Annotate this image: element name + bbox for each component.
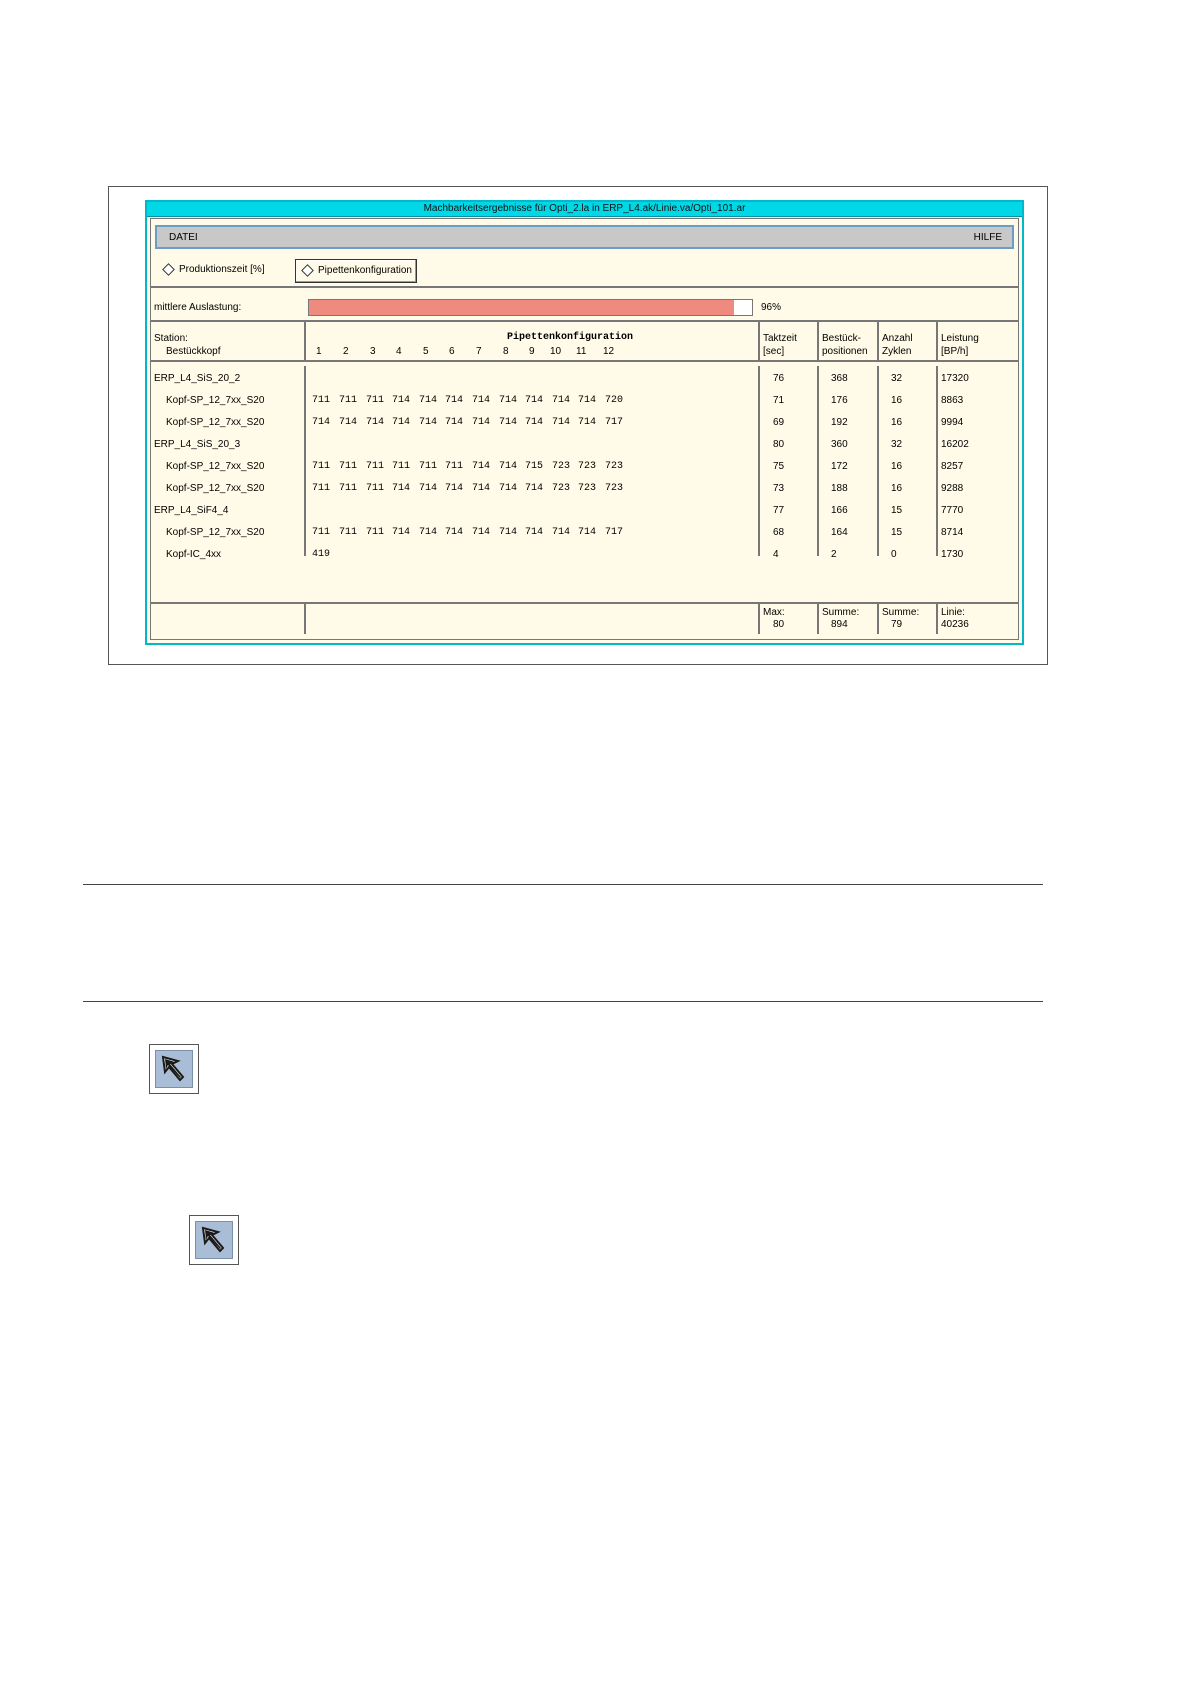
head-name: Kopf-SP_12_7xx_S20 <box>166 483 265 494</box>
head-name: Kopf-SP_12_7xx_S20 <box>166 417 265 428</box>
head-name: Kopf-SP_12_7xx_S20 <box>166 461 265 472</box>
col-sep <box>877 602 879 634</box>
cycles-cell: 15 <box>891 505 903 516</box>
placements-cell: 188 <box>831 483 848 494</box>
view-options <box>151 257 1018 283</box>
col-sep <box>758 602 760 634</box>
pipette-cell: 711 <box>366 461 385 472</box>
col-sep <box>304 320 306 360</box>
header-placements-2: positionen <box>822 346 868 357</box>
pipette-number: 7 <box>476 346 482 357</box>
pipette-cell: 714 <box>472 483 491 494</box>
option-pipette-config[interactable] <box>295 259 417 283</box>
placements-cell: 176 <box>831 395 848 406</box>
cycle-time-cell: 68 <box>773 527 785 538</box>
pipette-cell: 714 <box>419 417 438 428</box>
cycles-cell: 32 <box>891 439 903 450</box>
divider <box>151 602 1018 604</box>
pipette-number: 1 <box>316 346 322 357</box>
station-name: ERP_L4_SiF4_4 <box>154 505 229 516</box>
pipette-cell: 717 <box>605 527 624 538</box>
col-sep <box>304 602 306 634</box>
col-sep <box>936 320 938 360</box>
header-performance-unit: [BP/h] <box>941 346 969 357</box>
table-row[interactable] <box>151 435 1018 457</box>
radio-selected-icon <box>301 264 314 277</box>
placements-cell: 368 <box>831 373 848 384</box>
header-station: Station: <box>154 333 188 344</box>
performance-cell: 9994 <box>941 417 964 428</box>
pipette-cell: 711 <box>366 527 385 538</box>
pipette-cell: 714 <box>419 483 438 494</box>
pipette-cell: 714 <box>499 417 518 428</box>
pipette-cell: 714 <box>552 395 571 406</box>
pipette-cell: 714 <box>339 417 358 428</box>
pipette-cell: 711 <box>312 527 331 538</box>
pipette-cell: 714 <box>499 395 518 406</box>
col-sep <box>936 602 938 634</box>
pipette-cell: 711 <box>312 483 331 494</box>
pipette-cell: 714 <box>552 417 571 428</box>
pipette-cell: 714 <box>472 527 491 538</box>
footer-sum-cycles-label: Summe: <box>882 607 920 618</box>
radio-icon <box>162 263 175 276</box>
pipette-cell: 717 <box>605 417 624 428</box>
header-placements: Bestück- <box>822 333 861 344</box>
table-row[interactable] <box>151 545 1018 567</box>
footer-max-value: 80 <box>773 619 785 630</box>
utilization-value: 96% <box>761 302 782 313</box>
head-name: Kopf-IC_4xx <box>166 549 222 560</box>
footer-line-value: 40236 <box>941 619 969 630</box>
placements-cell: 166 <box>831 505 848 516</box>
table-row[interactable] <box>151 457 1018 479</box>
pipette-cell: 711 <box>312 461 331 472</box>
results-window <box>145 200 1024 645</box>
pipette-number: 4 <box>396 346 402 357</box>
header-cycles: Anzahl <box>882 333 913 344</box>
performance-cell: 1730 <box>941 549 964 560</box>
pointer-icon <box>149 1044 199 1094</box>
pipette-cell: 723 <box>552 461 571 472</box>
pipette-cell: 714 <box>392 527 411 538</box>
footer-max-label: Max: <box>763 607 785 618</box>
table-row[interactable] <box>151 391 1018 413</box>
cycle-time-cell: 75 <box>773 461 785 472</box>
pipette-cell: 711 <box>445 461 464 472</box>
page-rule <box>83 884 1043 885</box>
col-sep <box>877 320 879 360</box>
cycle-time-cell: 73 <box>773 483 785 494</box>
pipette-cell: 714 <box>392 417 411 428</box>
pipette-cell: 723 <box>552 483 571 494</box>
cycles-cell: 16 <box>891 461 903 472</box>
header-pipette-title: Pipettenkonfiguration <box>507 332 634 343</box>
station-name: ERP_L4_SiS_20_2 <box>154 373 241 384</box>
footer-sum-bp-label: Summe: <box>822 607 860 618</box>
pipette-number: 12 <box>603 346 615 357</box>
table-row[interactable] <box>151 501 1018 523</box>
divider <box>151 360 1018 362</box>
pipette-cell: 714 <box>578 527 597 538</box>
option-pipette-config-label: Pipettenkonfiguration <box>318 265 412 276</box>
placements-cell: 360 <box>831 439 848 450</box>
pipette-cell: 720 <box>605 395 624 406</box>
footer-sum-cycles-value: 79 <box>891 619 903 630</box>
menu-bar <box>155 225 1014 249</box>
cycle-time-cell: 71 <box>773 395 785 406</box>
cycle-time-cell: 77 <box>773 505 785 516</box>
cycles-cell: 15 <box>891 527 903 538</box>
pipette-cell: 711 <box>339 461 358 472</box>
pipette-number: 6 <box>449 346 455 357</box>
pipette-cell: 711 <box>339 395 358 406</box>
page-rule <box>83 1001 1043 1002</box>
menu-file[interactable]: DATEI <box>169 232 198 243</box>
pipette-number: 3 <box>370 346 376 357</box>
station-name: ERP_L4_SiS_20_3 <box>154 439 241 450</box>
pipette-cell: 714 <box>525 483 544 494</box>
col-sep <box>817 602 819 634</box>
divider <box>151 286 1018 288</box>
pipette-cell: 714 <box>499 527 518 538</box>
pipette-cell: 714 <box>472 417 491 428</box>
performance-cell: 9288 <box>941 483 964 494</box>
utilization-label: mittlere Auslastung: <box>154 302 242 313</box>
pipette-cell: 714 <box>312 417 331 428</box>
pipette-cell: 714 <box>445 395 464 406</box>
col-sep <box>817 320 819 360</box>
header-cycles-2: Zyklen <box>882 346 912 357</box>
table-row[interactable] <box>151 413 1018 435</box>
performance-cell: 8714 <box>941 527 964 538</box>
pipette-cell: 714 <box>445 417 464 428</box>
header-cycle-time-unit: [sec] <box>763 346 785 357</box>
option-production-time-label: Produktionszeit [%] <box>179 264 265 275</box>
cycles-cell: 16 <box>891 483 903 494</box>
pipette-cell: 714 <box>472 395 491 406</box>
pipette-cell: 714 <box>525 417 544 428</box>
performance-cell: 7770 <box>941 505 964 516</box>
cycles-cell: 16 <box>891 395 903 406</box>
placements-cell: 192 <box>831 417 848 428</box>
cycles-cell: 32 <box>891 373 903 384</box>
head-name: Kopf-SP_12_7xx_S20 <box>166 527 265 538</box>
pipette-cell: 714 <box>499 483 518 494</box>
option-production-time[interactable] <box>157 259 269 281</box>
pipette-cell: 714 <box>472 461 491 472</box>
pipette-cell: 711 <box>366 483 385 494</box>
pipette-cell: 714 <box>419 395 438 406</box>
menu-help[interactable]: HILFE <box>973 232 1002 243</box>
placements-cell: 164 <box>831 527 848 538</box>
pipette-cell: 723 <box>578 461 597 472</box>
divider <box>151 320 1018 322</box>
pipette-cell: 711 <box>339 527 358 538</box>
pointer-icon <box>189 1215 239 1265</box>
pipette-cell: 714 <box>525 395 544 406</box>
table-row[interactable] <box>151 369 1018 391</box>
cycle-time-cell: 80 <box>773 439 785 450</box>
utilization-bar <box>308 299 753 316</box>
pipette-cell: 715 <box>525 461 544 472</box>
head-name: Kopf-SP_12_7xx_S20 <box>166 395 265 406</box>
placements-cell: 2 <box>831 549 837 560</box>
pipette-number: 2 <box>343 346 349 357</box>
performance-cell: 16202 <box>941 439 969 450</box>
window-body <box>150 218 1019 640</box>
performance-cell: 17320 <box>941 373 969 384</box>
pipette-number: 9 <box>529 346 535 357</box>
pipette-cell: 711 <box>392 461 411 472</box>
cycles-cell: 0 <box>891 549 897 560</box>
performance-cell: 8863 <box>941 395 964 406</box>
pipette-cell: 419 <box>312 549 331 560</box>
cycle-time-cell: 76 <box>773 373 785 384</box>
pipette-cell: 711 <box>339 483 358 494</box>
table-row[interactable] <box>151 523 1018 545</box>
table-row[interactable] <box>151 479 1018 501</box>
header-cycle-time: Taktzeit <box>763 333 797 344</box>
pipette-cell: 714 <box>499 461 518 472</box>
pipette-cell: 714 <box>445 483 464 494</box>
col-sep <box>758 320 760 360</box>
pipette-cell: 714 <box>578 417 597 428</box>
performance-cell: 8257 <box>941 461 964 472</box>
pipette-cell: 714 <box>419 527 438 538</box>
pipette-cell: 714 <box>392 395 411 406</box>
pipette-cell: 714 <box>445 527 464 538</box>
pipette-cell: 714 <box>552 527 571 538</box>
footer-sum-bp-value: 894 <box>831 619 848 630</box>
cycles-cell: 16 <box>891 417 903 428</box>
pipette-cell: 714 <box>578 395 597 406</box>
pipette-cell: 711 <box>419 461 438 472</box>
header-performance: Leistung <box>941 333 979 344</box>
footer-line-label: Linie: <box>941 607 965 618</box>
pipette-cell: 714 <box>525 527 544 538</box>
pipette-cell: 723 <box>605 483 624 494</box>
pipette-cell: 711 <box>312 395 331 406</box>
cycle-time-cell: 69 <box>773 417 785 428</box>
pipette-number: 11 <box>576 346 587 357</box>
pipette-cell: 714 <box>392 483 411 494</box>
pipette-number: 10 <box>550 346 562 357</box>
pipette-cell: 723 <box>605 461 624 472</box>
pipette-cell: 723 <box>578 483 597 494</box>
pipette-cell: 711 <box>366 395 385 406</box>
pipette-number: 5 <box>423 346 429 357</box>
header-head: Bestückkopf <box>166 346 221 357</box>
pipette-number: 8 <box>503 346 509 357</box>
cycle-time-cell: 4 <box>773 549 779 560</box>
utilization-bar-fill <box>309 300 734 315</box>
pipette-cell: 714 <box>366 417 385 428</box>
placements-cell: 172 <box>831 461 848 472</box>
window-title: Machbarkeitsergebnisse für Opti_2.la in ERP_L4.ak/Linie.va/Opti_101.ar <box>147 202 1022 217</box>
